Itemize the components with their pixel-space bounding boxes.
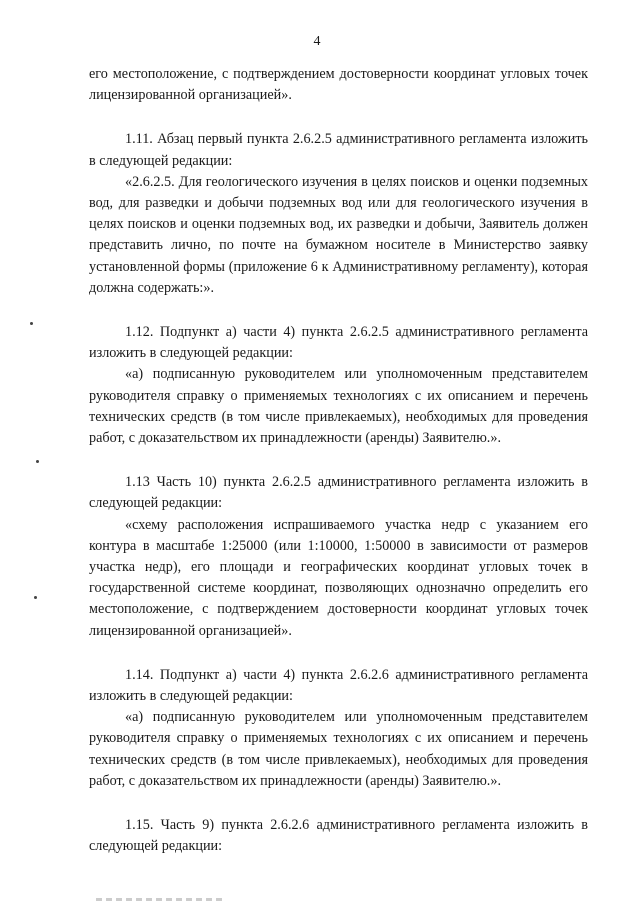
paragraph-gap: [89, 792, 588, 815]
section-quote: «а) подписанную руководителем или уполномоченным представителем руководителя справку о применяемых технологиях с их описанием и перечень технических средств (в том числе привлекаемых), необходимых для проведения работ, с доказательством их принадлежности (аренды) Заявителю.».: [89, 366, 588, 447]
section-1-15: [89, 815, 588, 857]
scan-speck: [34, 596, 37, 599]
section-heading: 1.12. Подпункт а) части 4) пункта 2.6.2.5 административного регламента изложить в следующей редакции:: [89, 324, 588, 362]
scan-speck: [30, 322, 33, 325]
paragraph-gap: [89, 642, 588, 665]
section-1-14: [89, 665, 588, 792]
section-heading: 1.13 Часть 10) пункта 2.6.2.5 административного регламента изложить в следующей редакции:: [89, 474, 588, 512]
scan-speck: [36, 460, 39, 463]
section-1-11: [89, 129, 588, 299]
section-heading: 1.14. Подпункт а) части 4) пункта 2.6.2.6 административного регламента изложить в следующей редакции:: [89, 666, 588, 705]
section-quote: «2.6.2.5. Для геологического изучения в целях поисков и оценки подземных вод, для разведки и добычи подземных вод или для геологического изучения в целях поисков и оценки подземных вод, их разведки и добычи, Заявитель должен представить лично, по почте на бумажном носителе в Министерство заявку установленной формы (приложение 6 к Административному регламенту), которая должна содержать:».: [89, 173, 588, 296]
continuation-paragraph: его местоположение, с подтверждением достоверности координат угловых точек лицензированной организацией».: [89, 66, 588, 104]
section-quote: «а) подписанную руководителем или уполномоченным представителем руководителя справку о применяемых технологиях с их описанием и перечень технических средств (в том числе привлекаемых), необходимых для проведения работ, с доказательством их принадлежности (аренды) Заявителю.».: [89, 709, 588, 789]
section-heading: 1.15. Часть 9) пункта 2.6.2.6 административного регламента изложить в следующей редакции:: [89, 817, 588, 855]
paragraph-gap: [89, 299, 588, 322]
section-quote: «схему расположения испрашиваемого участка недр с указанием его контура в масштабе 1:25000 (или 1:10000, 1:50000 в зависимости от размеров участка недр), его площади и географических координат угловых точек в государственной системе координат, позволяющих однозначно определить его местоположение, с подтверждением достоверности координат угловых точек лицензированной организацией».: [89, 516, 588, 639]
page-number: 4: [313, 34, 321, 49]
section-1-12: [89, 322, 588, 449]
paragraph-gap: [89, 449, 588, 472]
paragraph-gap: [89, 106, 588, 129]
section-heading: 1.11. Абзац первый пункта 2.6.2.5 административного регламента изложить в следующей редакции:: [89, 131, 588, 169]
section-1-13: [89, 472, 588, 642]
document-body: [89, 64, 588, 858]
scan-noise: [96, 898, 226, 901]
